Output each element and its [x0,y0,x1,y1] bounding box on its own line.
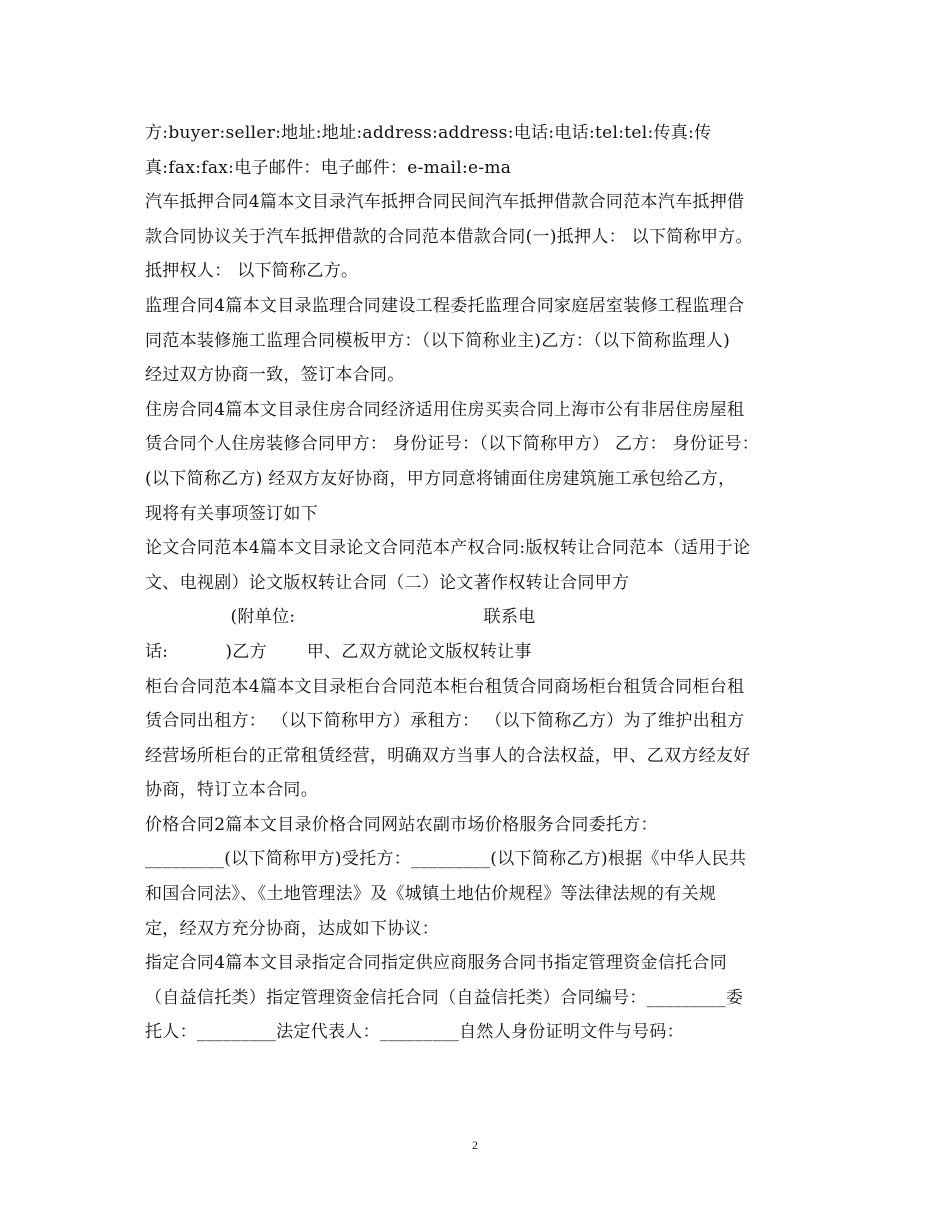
text-line: 抵押权人： 以下简称乙方。 [145,261,359,282]
text-line: 协商，特订立本合同。 [145,780,318,801]
text-line: 款合同协议关于汽车抵押借款的合同范本借款合同(一)抵押人： 以下简称甲方。 [145,226,753,247]
text-line: 话: )乙方 甲、乙双方就论文版权转让事 [145,641,532,662]
text-line: 定，经双方充分协商，达成如下协议： [145,918,440,939]
text-line: 经营场所柜台的正常租赁经营，明确双方当事人的合法权益，甲、乙双方经友好 [145,745,751,766]
text-line: (以下简称乙方) 经双方友好协商，甲方同意将铺面住房建筑施工承包给乙方， [145,468,736,489]
text-line: 指定合同4篇本文目录指定合同指定供应商服务合同书指定管理资金信托合同 [145,953,728,974]
text-line: _________(以下简称甲方)受托方：_________(以下简称乙方)根据《中华人民共 [145,849,747,870]
text-line: 现将有关事项签订如下 [145,503,318,524]
text-line: 真:fax:fax:电子邮件：电子邮件：e-mail:e-ma [145,157,512,178]
text-line: 赁合同出租方： （以下简称甲方）承租方： （以下简称乙方）为了维护出租方 [145,711,745,732]
text-line: 价格合同2篇本文目录价格合同网站农副市场价格服务合同委托方： [145,814,658,835]
text-line: 论文合同范本4篇本文目录论文合同范本产权合同:版权转让合同范本（适用于论 [145,538,751,559]
text-line: 和国合同法》、《土地管理法》及《城镇土地估价规程》等法律法规的有关规 [145,884,717,905]
text-line: (附单位: 联系电 [145,607,536,628]
text-line: 柜台合同范本4篇本文目录柜台合同范本柜台租赁合同商场柜台租赁合同柜台租 [145,676,745,697]
text-line: （自益信托类）指定管理资金信托合同（自益信托类）合同编号：_________委 [145,987,744,1008]
text-line: 同范本装修施工监理合同模板甲方：（以下简称业主)乙方：（以下简称监理人) [145,330,731,351]
text-line: 赁合同个人住房装修合同甲方： 身份证号：（以下简称甲方） 乙方： 身份证号： [145,434,760,455]
document-body [145,116,815,1050]
text-line: 监理合同4篇本文目录监理合同建设工程委托监理合同家庭居室装修工程监理合 [145,295,745,316]
text-line: 方:buyer:seller:地址:地址:address:address:电话:电话:tel:tel:传真:传 [145,123,712,143]
text-line: 经过双方协商一致，签订本合同。 [145,365,405,386]
text-line: 托人：_________法定代表人：_________自然人身份证明文件与号码： [145,1022,684,1043]
page-number: 2 [472,1138,478,1152]
text-line: 汽车抵押合同4篇本文目录汽车抵押合同民间汽车抵押借款合同范本汽车抵押借 [145,192,745,213]
text-line: 文、电视剧）论文版权转让合同（二）论文著作权转让合同甲方 [145,572,630,593]
text-line: 住房合同4篇本文目录住房合同经济适用住房买卖合同上海市公有非居住房屋租 [145,399,745,420]
